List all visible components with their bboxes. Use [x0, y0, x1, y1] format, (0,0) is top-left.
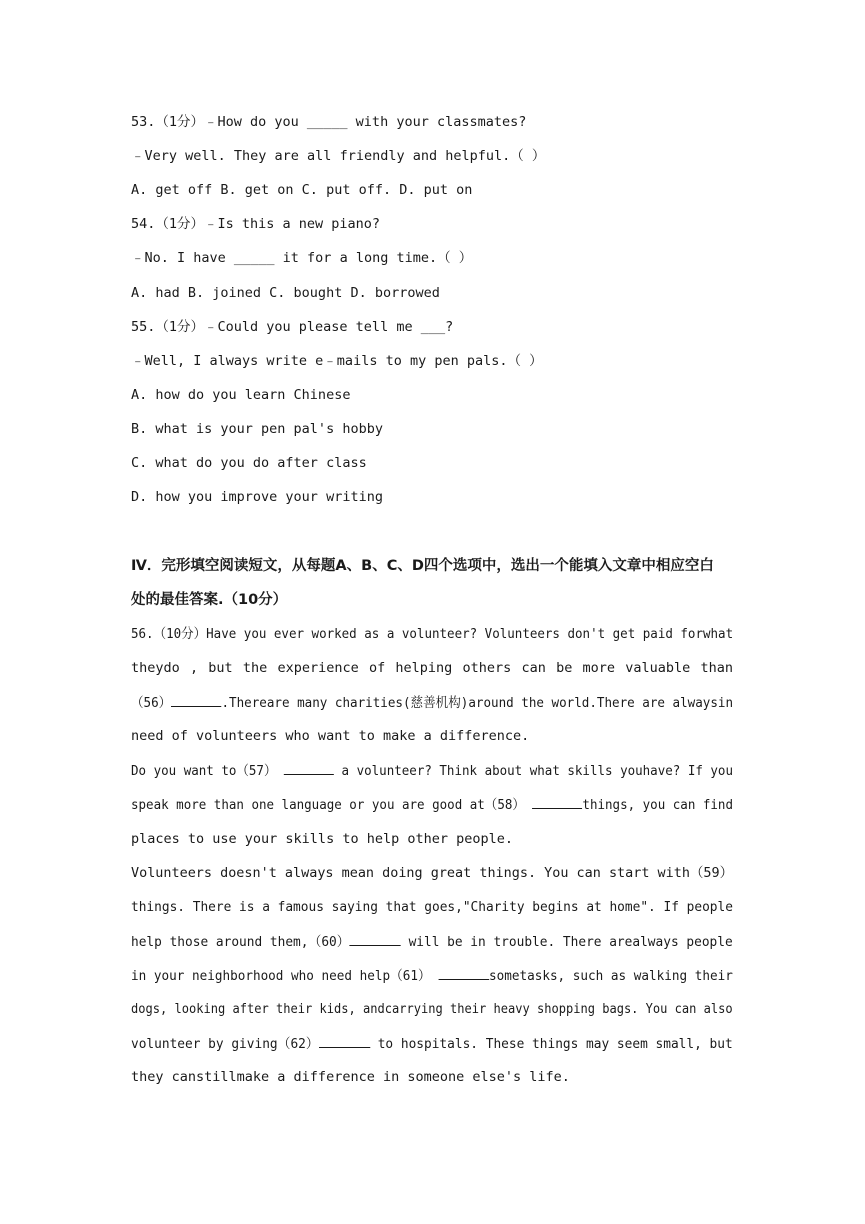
section-4-title-line2: 处的最佳答案.（10分）	[131, 592, 288, 608]
passage-line-2-text: theydo , but the experience of helping others can be more valuable than	[131, 660, 733, 676]
q55-option-b: B. what is your pen pal's hobby	[131, 421, 383, 437]
blank-57-label: Do you want to（57）	[131, 763, 277, 779]
section-4-title-line1: Ⅳ．完形填空阅读短文，从每题A、B、C、D四个选项中，选出一个能填入文章中相应空白	[131, 558, 714, 574]
q55-option-a: A. how do you learn Chinese	[131, 387, 351, 403]
q54-reply: ﹣No. I have _____ it for a long time.（ ）	[131, 250, 473, 266]
passage-line-11-text: sometasks, such as walking their	[488, 968, 733, 984]
passage-line-5-text: a volunteer? Think about what skills youhave? If you	[334, 763, 734, 779]
passage-line-8: Volunteers doesn't always mean doing great things. You can start with（59）	[131, 865, 734, 881]
blank-61	[438, 965, 489, 980]
blank-58	[532, 794, 582, 809]
passage-line-9: things. There is a famous saying that goes,"Charity begins at home". If people	[131, 899, 733, 915]
blank-62	[319, 1033, 370, 1048]
passage-line-7: places to use your skills to help other people.	[131, 831, 514, 847]
q53-stem: 53.（1分）﹣How do you _____ with your classmates?	[131, 114, 527, 130]
passage-line-13-text: to hospitals. These things may seem small, but	[369, 1036, 733, 1052]
passage-line-5	[131, 760, 733, 781]
passage-line-2	[131, 658, 733, 678]
passage-line-4: need of volunteers who want to make a difference.	[131, 728, 530, 744]
passage-line-6-text: things, you can find	[582, 797, 734, 813]
passage-line-14: they canstillmake a difference in someone else's life.	[131, 1069, 570, 1085]
passage-line-3-text: .Thereare many charities(慈善机构)around the world.There are alwaysin	[221, 695, 734, 711]
blank-61-label: in your neighborhood who need help（61）	[131, 968, 431, 984]
blank-58-label: speak more than one language or you are good at（58）	[131, 797, 525, 813]
blank-56-label: （56）	[131, 695, 172, 711]
q55-option-d: D. how you improve your writing	[131, 489, 383, 505]
blank-56	[171, 692, 221, 707]
passage-line-10-text: will be in trouble. There arealways people	[400, 934, 733, 950]
passage-line-3	[131, 692, 733, 713]
q55-reply: ﹣Well, I always write e﹣mails to my pen pals.（ ）	[131, 353, 543, 369]
passage-line-12: dogs, looking after their kids, andcarrying their heavy shopping bags. You can also	[131, 1001, 733, 1017]
q53-options: A. get off B. get on C. put off. D. put on	[131, 182, 473, 198]
q54-stem: 54.（1分）﹣Is this a new piano?	[131, 216, 381, 232]
q54-options: A. had B. joined C. bought D. borrowed	[131, 285, 440, 301]
q53-reply: ﹣Very well. They are all friendly and helpful.（ ）	[131, 148, 546, 164]
blank-60-label: help those around them,（60）	[131, 934, 350, 950]
blank-62-label: volunteer by giving（62）	[131, 1036, 319, 1052]
blank-60	[350, 931, 401, 946]
passage-line-6	[131, 794, 733, 815]
blank-57	[284, 760, 334, 775]
passage-line-10	[131, 931, 733, 952]
passage-line-13	[131, 1033, 733, 1054]
q55-stem: 55.（1分）﹣Could you please tell me ___?	[131, 319, 454, 335]
q55-option-c: C. what do you do after class	[131, 455, 367, 471]
passage-line-11	[131, 965, 733, 986]
passage-line-1: 56.（10分）Have you ever worked as a volunteer? Volunteers don't get paid forwhat	[131, 626, 734, 642]
